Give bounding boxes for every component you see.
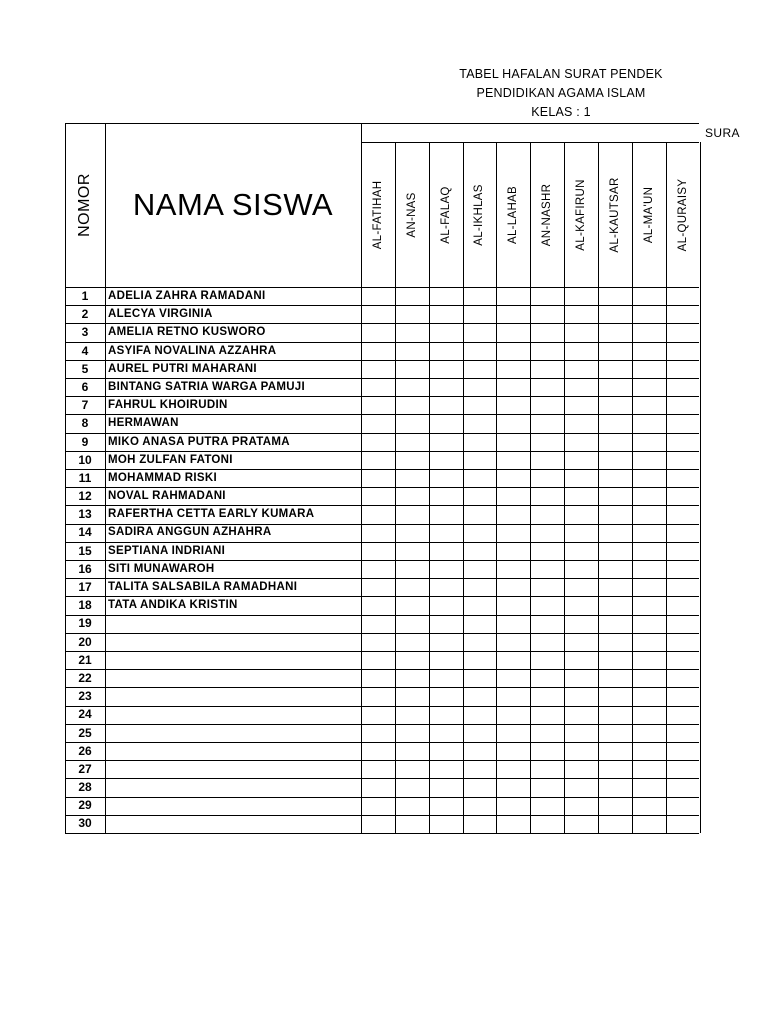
grid-line	[598, 142, 599, 833]
surah-column-header	[666, 143, 700, 287]
table-row	[65, 323, 699, 341]
grid-line	[564, 142, 565, 833]
row-number: 14	[78, 525, 92, 540]
grid-line	[65, 342, 699, 343]
table-row	[65, 614, 699, 632]
grid-line	[530, 142, 531, 833]
surah-column-header	[564, 143, 598, 287]
grid-line	[65, 451, 699, 452]
table-row	[65, 724, 699, 742]
grid-line	[65, 378, 699, 379]
grid-line	[65, 615, 699, 616]
nomor-header	[65, 123, 105, 287]
student-name: ASYIFA NOVALINA AZZAHRA	[108, 344, 277, 357]
grid-line	[65, 323, 699, 324]
student-name: MOH ZULFAN FATONI	[108, 453, 233, 466]
surah-column-header	[598, 143, 632, 287]
row-number: 11	[78, 470, 92, 485]
student-name: TALITA SALSABILA RAMADHANI	[108, 581, 298, 593]
student-name: AMELIA RETNO KUSWORO	[108, 326, 266, 339]
grid-line	[65, 487, 699, 488]
title-line-3: KELAS : 1	[531, 105, 591, 119]
table-row	[65, 414, 699, 432]
surah-column-label: AL-MA'UN	[642, 186, 655, 244]
table-row	[65, 578, 699, 596]
grid-line	[463, 142, 464, 833]
surah-group-header: SURA	[705, 126, 740, 140]
student-name: FAHRUL KHOIRUDIN	[108, 399, 228, 412]
grid-line	[65, 815, 699, 816]
student-name: SADIRA ANGGUN AZHAHRA	[108, 526, 272, 539]
grid-line	[65, 433, 699, 434]
surah-column-label: AL-LAHAB	[507, 185, 520, 245]
grid-line	[65, 778, 699, 779]
grid-line	[65, 687, 699, 688]
grid-line	[429, 142, 430, 833]
row-number: 24	[78, 707, 92, 722]
grid-line	[65, 560, 699, 561]
surah-column-header	[632, 143, 666, 287]
row-number: 8	[81, 416, 89, 431]
table-row	[65, 542, 699, 560]
student-name: ADELIA ZAHRA RAMADANI	[108, 290, 266, 302]
table-row	[65, 433, 699, 451]
table-row	[65, 742, 699, 760]
grid-line	[65, 287, 699, 288]
grid-line	[65, 633, 699, 634]
table-row	[65, 760, 699, 778]
row-number: 3	[81, 325, 89, 340]
title-line-2: PENDIDIKAN AGAMA ISLAM	[476, 86, 646, 100]
row-number: 4	[81, 343, 89, 358]
surah-column-header	[496, 143, 530, 287]
grid-line	[65, 469, 699, 470]
grid-line	[361, 123, 362, 833]
nama-siswa-header: NAMA SISWA	[132, 187, 334, 222]
table-row	[65, 342, 699, 360]
row-number: 6	[81, 379, 89, 394]
surah-column-header	[530, 143, 564, 287]
student-name: ALECYA VIRGINIA	[108, 308, 213, 321]
nomor-header-label: NOMOR	[76, 173, 93, 237]
grid-line	[65, 123, 66, 833]
grid-line	[65, 760, 699, 761]
table-row	[65, 360, 699, 378]
row-number: 30	[78, 816, 92, 831]
table-row	[65, 596, 699, 614]
grid-line	[65, 505, 699, 506]
grid-line	[65, 742, 699, 743]
table-row	[65, 651, 699, 669]
grid-line	[65, 414, 699, 415]
surah-column-label: AL-IKHLAS	[473, 184, 486, 246]
surah-column-header	[395, 143, 429, 287]
grid-line	[395, 142, 396, 833]
row-number: 28	[78, 780, 92, 795]
student-name: TATA ANDIKA KRISTIN	[108, 599, 238, 612]
table-row	[65, 469, 699, 487]
student-name: SEPTIANA INDRIANI	[108, 544, 226, 557]
row-number: 22	[78, 670, 92, 685]
grid-line	[65, 123, 699, 124]
grid-line	[65, 724, 699, 725]
grid-line	[65, 669, 699, 670]
grid-line	[65, 542, 699, 543]
table-row	[65, 305, 699, 323]
hafalan-table	[65, 123, 740, 835]
grid-line	[65, 596, 699, 597]
row-number: 29	[78, 798, 92, 813]
student-name: RAFERTHA CETTA EARLY KUMARA	[108, 508, 315, 521]
row-number: 12	[78, 489, 92, 504]
student-name: HERMAWAN	[108, 417, 179, 430]
surah-column-label: AL-FALAQ	[439, 186, 452, 244]
title-line-1: TABEL HAFALAN SURAT PENDEK	[459, 67, 663, 81]
grid-line	[65, 360, 699, 361]
grid-line	[65, 578, 699, 579]
table-row	[65, 523, 699, 541]
row-number: 27	[78, 761, 92, 776]
row-number: 26	[78, 743, 92, 758]
grid-line	[65, 305, 699, 306]
table-row	[65, 705, 699, 723]
grid-line	[700, 142, 701, 833]
grid-line	[105, 123, 106, 833]
surah-column-label: AL-FATIHAH	[371, 180, 384, 250]
table-row	[65, 451, 699, 469]
table-row	[65, 378, 699, 396]
row-number: 16	[78, 561, 92, 576]
grid-line	[632, 142, 633, 833]
row-number: 5	[81, 361, 89, 376]
surah-column-label: AN-NASHR	[541, 183, 554, 247]
grid-line	[65, 706, 699, 707]
surah-column-label: AN-NAS	[405, 192, 418, 238]
grid-line	[65, 651, 699, 652]
row-number: 23	[78, 689, 92, 704]
table-row	[65, 487, 699, 505]
surah-column-label: AL-QURAISY	[676, 178, 689, 252]
row-number: 15	[78, 543, 92, 558]
table-row	[65, 633, 699, 651]
row-number: 25	[78, 725, 92, 740]
grid-line	[65, 833, 699, 834]
table-row	[65, 560, 699, 578]
row-number: 1	[81, 289, 89, 303]
table-row	[65, 814, 699, 832]
surah-column-header	[429, 143, 463, 287]
grid-line	[65, 396, 699, 397]
table-row	[65, 505, 699, 523]
row-number: 18	[78, 598, 92, 613]
student-name: SITI MUNAWAROH	[108, 562, 215, 575]
student-name: AUREL PUTRI MAHARANI	[108, 362, 257, 375]
grid-line	[666, 142, 667, 833]
row-number: 9	[81, 434, 89, 449]
table-row	[65, 778, 699, 796]
row-number: 10	[78, 452, 92, 467]
row-number: 17	[78, 580, 92, 594]
row-number: 13	[78, 507, 92, 522]
table-row	[65, 669, 699, 687]
table-row	[65, 687, 699, 705]
surah-column-header	[463, 143, 497, 287]
table-row	[65, 396, 699, 414]
table-row	[65, 287, 699, 305]
row-number: 2	[81, 307, 89, 322]
student-name: BINTANG SATRIA WARGA PAMUJI	[108, 380, 305, 393]
student-name: MOHAMMAD RISKI	[108, 471, 217, 484]
row-number: 7	[81, 398, 89, 413]
grid-line	[65, 524, 699, 525]
row-number: 20	[78, 634, 92, 649]
row-number: 19	[78, 616, 92, 631]
grid-line	[65, 797, 699, 798]
surah-column-label: AL-KAUTSAR	[608, 177, 621, 253]
table-row	[65, 796, 699, 814]
row-number: 21	[78, 652, 92, 667]
student-name: NOVAL RAHMADANI	[108, 490, 226, 503]
surah-column-label: AL-KAFIRUN	[575, 179, 588, 251]
grid-line	[496, 142, 497, 833]
surah-column-header	[361, 143, 395, 287]
student-name: MIKO ANASA PUTRA PRATAMA	[108, 435, 290, 448]
